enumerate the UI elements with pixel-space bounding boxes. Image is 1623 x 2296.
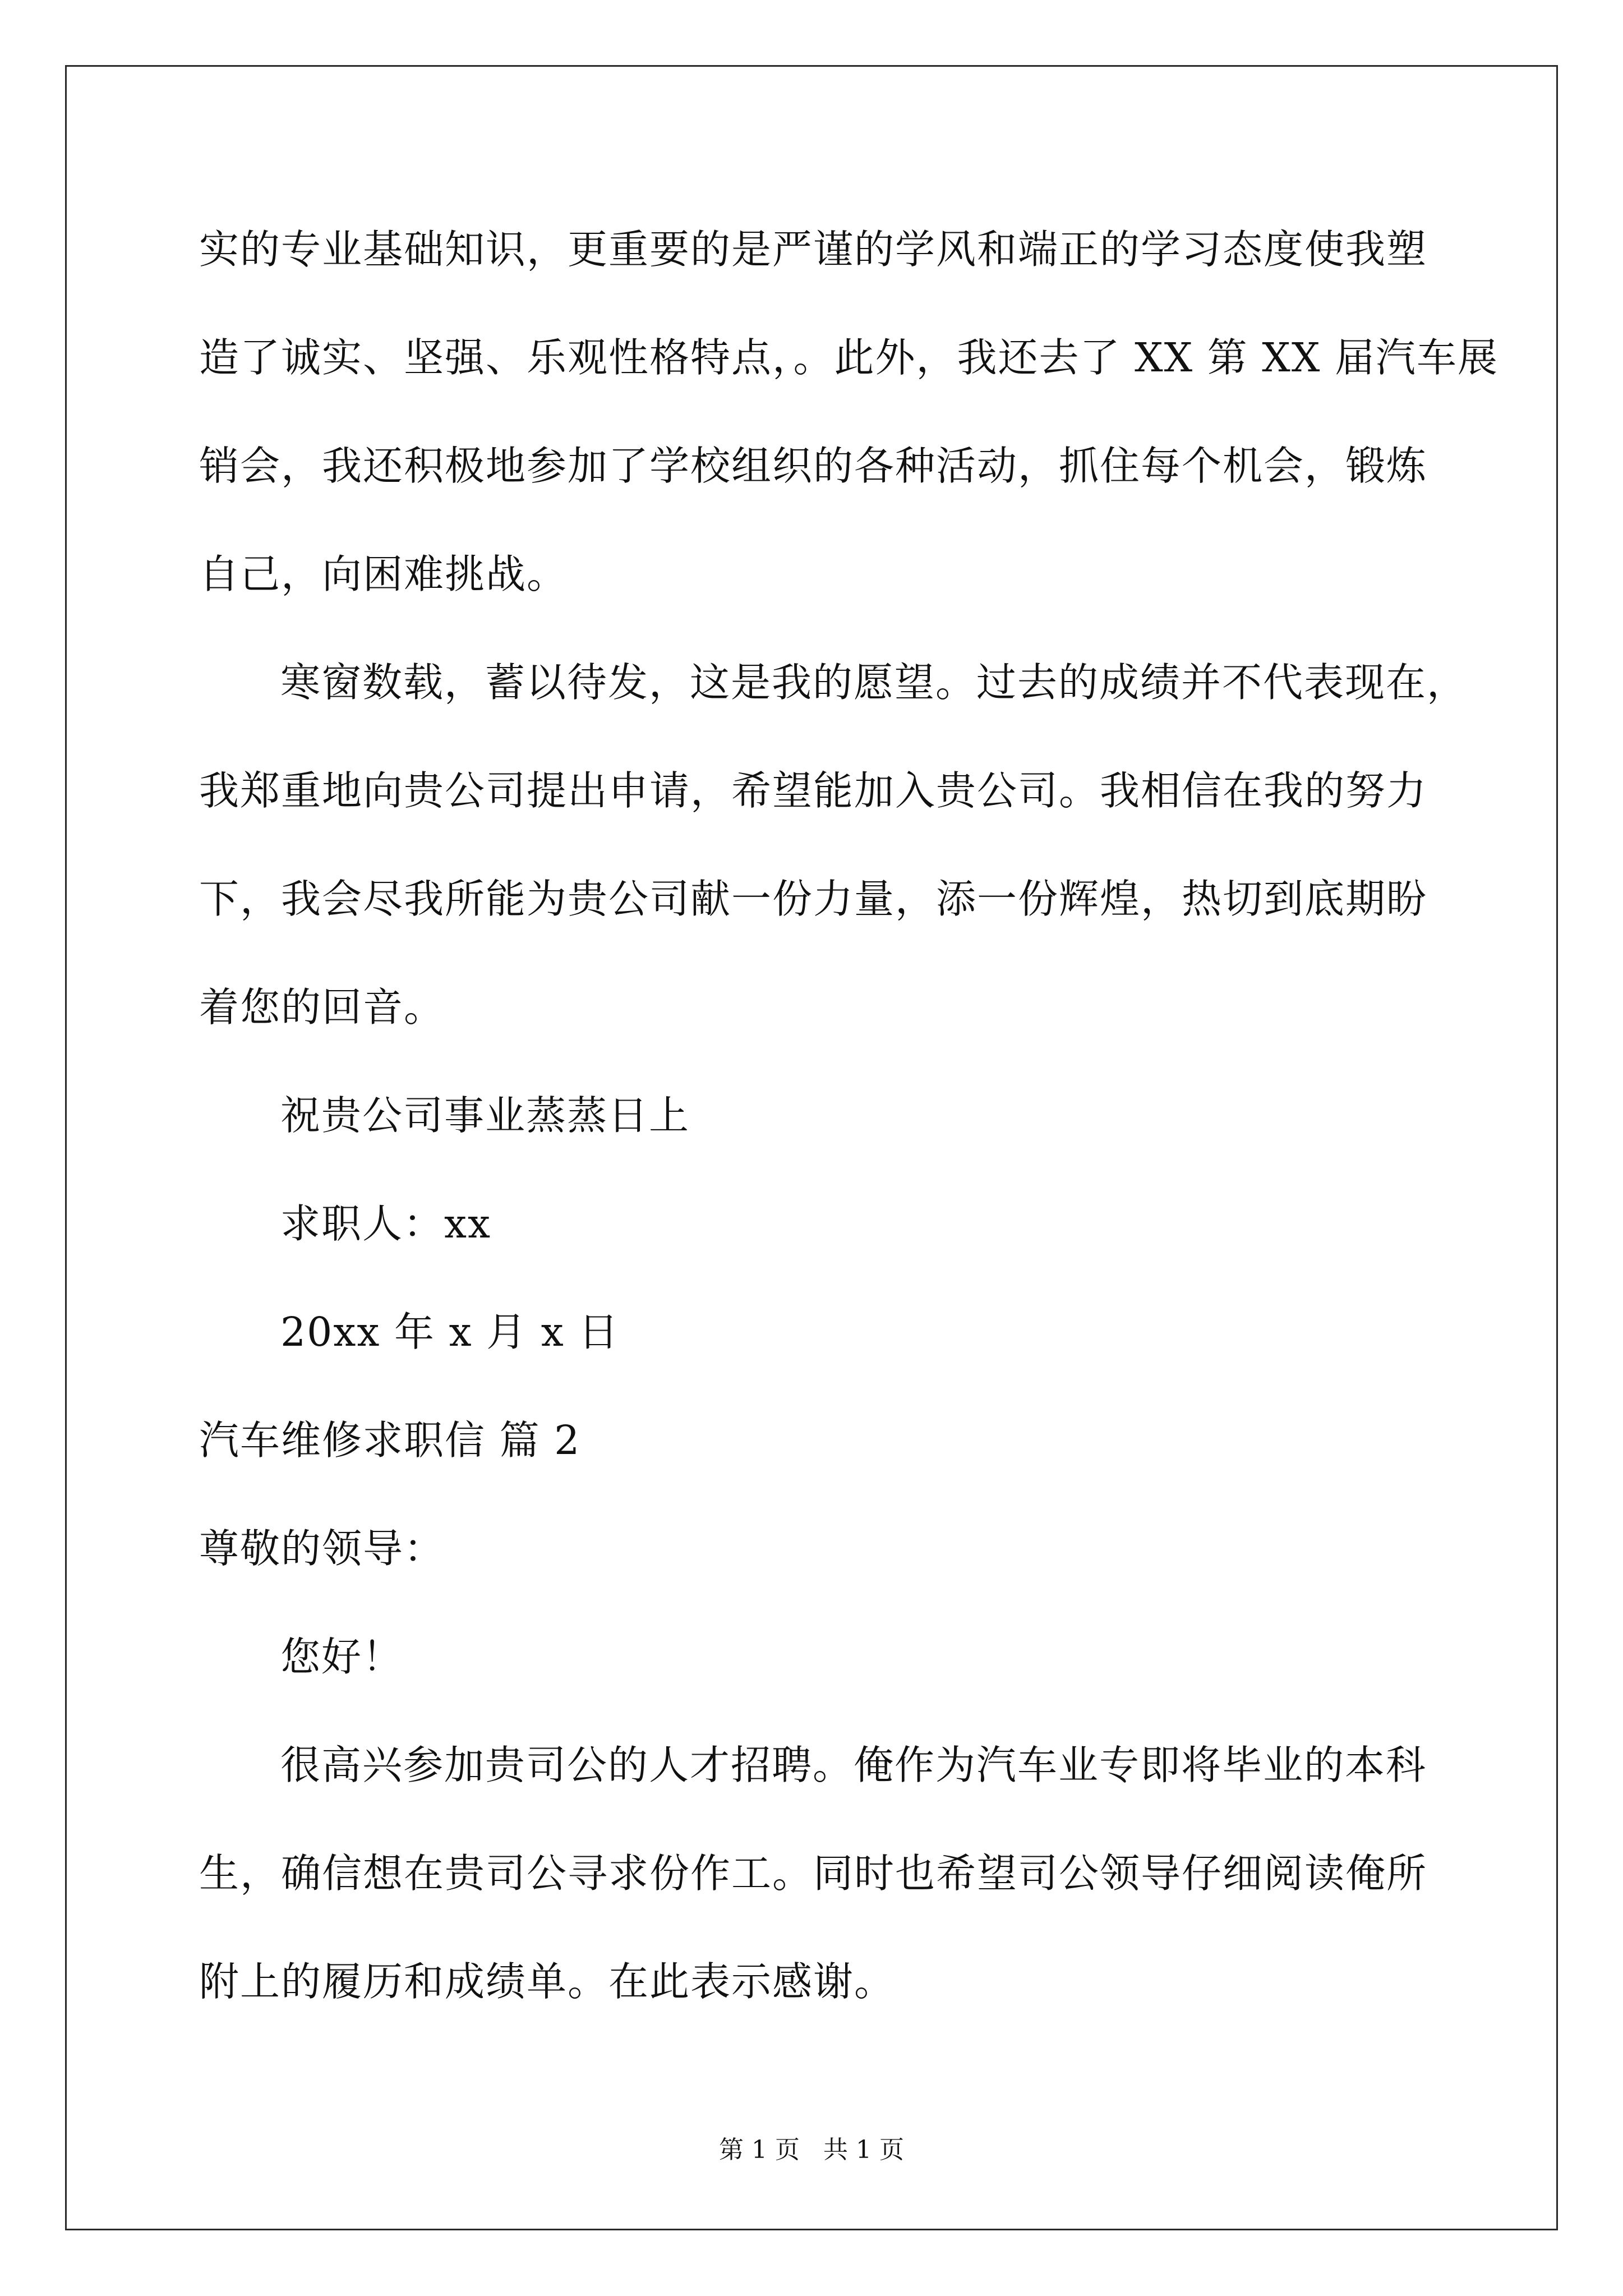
body-line: 着您的回音。	[199, 984, 445, 1030]
section-heading: 汽车维修求职信 篇 2	[199, 1417, 581, 1464]
closing-wish: 祝贵公司事业蒸蒸日上	[280, 1092, 690, 1139]
page-footer: 第 1 页 共 1 页	[719, 2136, 904, 2164]
body-line: 造了诚实、坚强、乐观性格特点，。此外，我还去了 XX 第 XX 届汽车展	[199, 334, 1498, 381]
body-line: 销会，我还积极地参加了学校组织的各种活动，抓住每个机会，锻炼	[199, 443, 1428, 489]
salutation: 尊敬的领导：	[199, 1525, 445, 1572]
paragraph-start-line: 很高兴参加贵司公的人才招聘。俺作为汽车业专即将毕业的本科	[280, 1742, 1427, 1788]
body-line: 生，确信想在贵司公寻求份作工。同时也希望司公领导仔细阅读俺所	[199, 1850, 1428, 1897]
applicant-name: 求职人：xx	[280, 1200, 492, 1247]
paragraph-start-line: 寒窗数载，蓄以待发，这是我的愿望。过去的成绩并不代表现在，	[280, 659, 1468, 706]
body-line: 自己，向困难挑战。	[199, 551, 568, 597]
body-line: 我郑重地向贵公司提出申请，希望能加入贵公司。我相信在我的努力	[199, 767, 1428, 814]
letter-date: 20xx 年 x 月 x 日	[280, 1309, 620, 1355]
greeting: 您好！	[280, 1634, 404, 1680]
body-line: 附上的履历和成绩单。在此表示感谢。	[199, 1958, 896, 2005]
page-border	[65, 65, 1558, 2230]
body-line: 下，我会尽我所能为贵公司献一份力量，添一份辉煌，热切到底期盼	[199, 876, 1428, 922]
body-line: 实的专业基础知识，更重要的是严谨的学风和端正的学习态度使我塑	[199, 226, 1428, 273]
